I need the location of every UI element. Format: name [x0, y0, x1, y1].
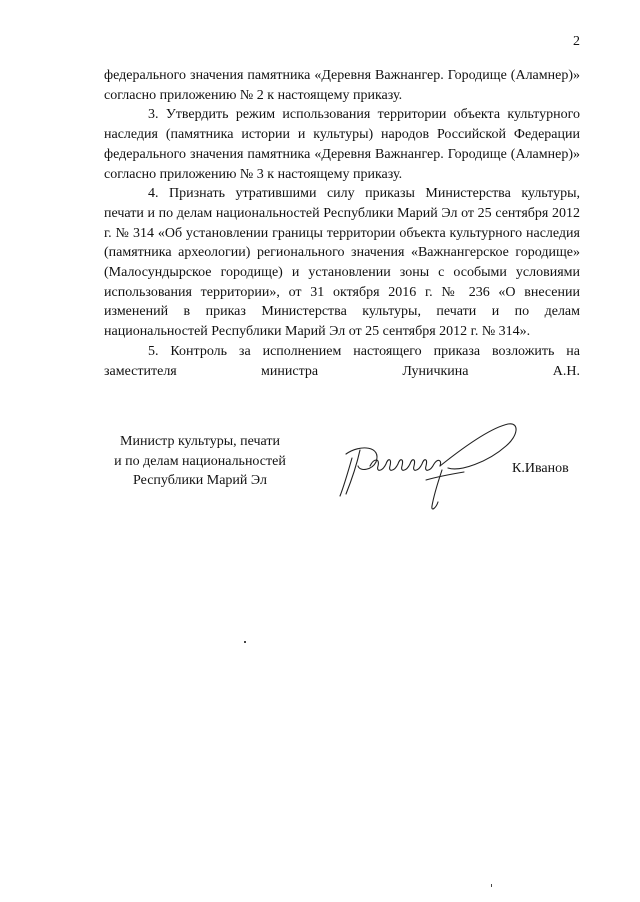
signatory-title-line: и по делам национальностей: [114, 453, 286, 469]
signatory-title-line: Республики Марий Эл: [133, 473, 267, 488]
document-body: [104, 66, 580, 381]
handwritten-signature: [330, 410, 530, 520]
signatory-title-line: Министр культуры, печати: [120, 434, 280, 449]
paragraph-item-4: 4. Признать утратившими силу приказы Министерства культуры, печати и по делам национальностей Республики Марий Эл от 25 сентября 2012 г. № 314 «Об установлении границы территории объекта культурного наследия (памятника археологии) регионального значения «Важнангерское городище» (Малосундырское городище) и установлении зоны с особыми условиями использования территории», от 31 октября 2016 г. № 236 «О внесении изменений в приказ Министерства культуры, печати и по делам национальностей Республики Марий Эл от 25 сентября 2012 г. № 314».: [104, 186, 580, 340]
signatory-title: [100, 432, 300, 491]
signatory-name: К.Иванов: [512, 461, 569, 476]
page-number: 2: [573, 34, 580, 49]
scan-speck: [491, 884, 492, 887]
paragraph-continuation: федерального значения памятника «Деревня Важнангер. Городище (Аламнер)» согласно приложению № 2 к настоящему приказу.: [104, 68, 580, 103]
paragraph-item-3: 3. Утвердить режим использования территории объекта культурного наследия (памятника истории и культуры) народов Российской Федерации федерального значения памятника «Деревня Важнангер. Городище (Аламнер)» согласно приложению № 3 к настоящему приказу.: [104, 107, 580, 182]
paragraph-item-5: 5. Контроль за исполнением настоящего приказа возложить на заместителя министра Луничкина А.Н.: [104, 343, 580, 379]
scan-speck: [244, 641, 246, 643]
